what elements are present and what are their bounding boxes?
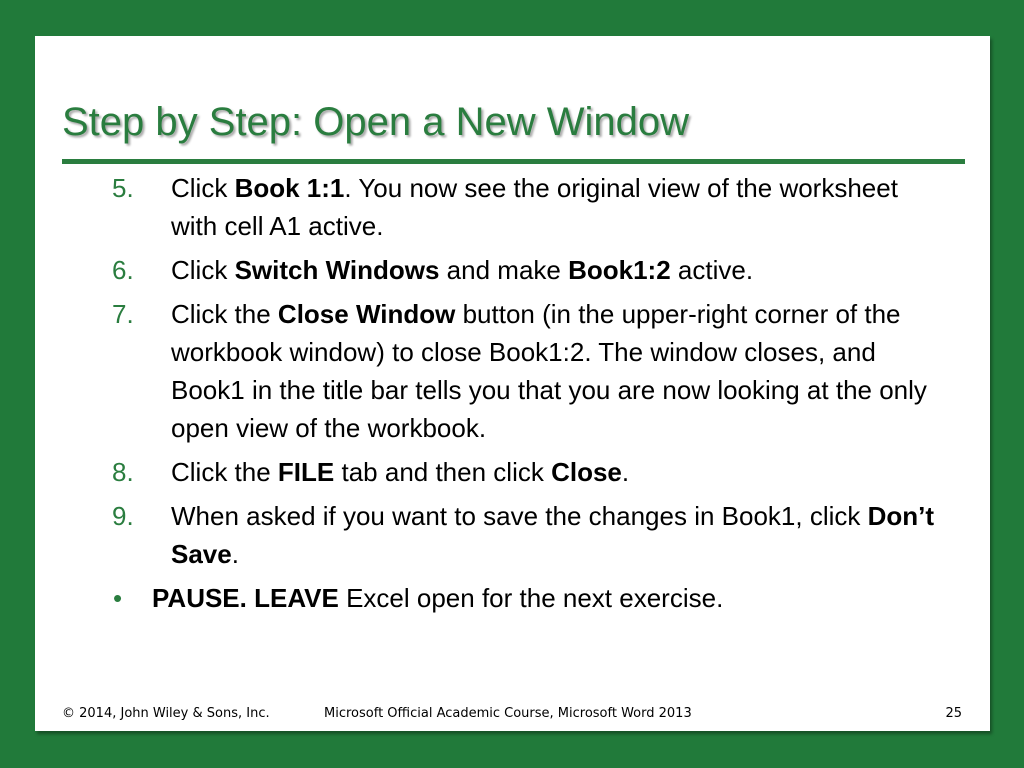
- pause-bullet: [35, 579, 990, 617]
- step-text: Click: [171, 255, 235, 285]
- title-underline: [62, 159, 965, 164]
- step-number: 9.: [112, 501, 134, 531]
- step-bold-text: Switch Windows: [234, 255, 440, 285]
- step-text: button (in the upper-right corner of the workbook window) to close Book1:2. The window closes, and Book1 in the title bar tells you that you are now looking at the only open view of the workbook.: [171, 299, 927, 443]
- slide: [35, 36, 990, 731]
- step-bold-text: Book 1:1: [234, 173, 345, 203]
- step-number: 6.: [112, 255, 134, 285]
- step-text: active.: [670, 255, 754, 285]
- footer-page-number: 25: [945, 706, 962, 721]
- step-7: [35, 295, 990, 447]
- step-number: 8.: [112, 457, 134, 487]
- step-number: 5.: [112, 173, 134, 203]
- step-9: [35, 497, 990, 573]
- bullet-bold-text: PAUSE. LEAVE: [152, 583, 339, 613]
- step-list: [35, 169, 990, 617]
- step-bold-text: Don’t Save: [171, 501, 935, 569]
- step-text: Click: [171, 173, 235, 203]
- bullet-icon: •: [113, 583, 123, 613]
- step-text: .: [621, 457, 630, 487]
- step-bold-text: FILE: [277, 457, 335, 487]
- step-bold-text: Close Window: [277, 299, 456, 329]
- step-text: . You now see the original view of the worksheet with cell A1 active.: [171, 173, 898, 241]
- step-text: and make: [439, 255, 569, 285]
- step-text: tab and then click: [334, 457, 552, 487]
- slide-title: Step by Step: Open a New Window: [62, 100, 689, 144]
- step-bold-text: Close: [551, 457, 622, 487]
- footer-copyright: © 2014, John Wiley & Sons, Inc.: [62, 706, 270, 721]
- step-6: [35, 251, 990, 289]
- footer-course: Microsoft Official Academic Course, Microsoft Word 2013: [324, 706, 692, 721]
- step-text: Click the: [171, 457, 278, 487]
- step-bold-text: Book1:2: [568, 255, 671, 285]
- step-5: [35, 169, 990, 245]
- bullet-text: Excel open for the next exercise.: [338, 583, 724, 613]
- step-8: [35, 453, 990, 491]
- step-number: 7.: [112, 299, 134, 329]
- step-text: Click the: [171, 299, 278, 329]
- step-text: .: [231, 539, 239, 569]
- step-text: When asked if you want to save the changes in Book1, click: [171, 501, 868, 531]
